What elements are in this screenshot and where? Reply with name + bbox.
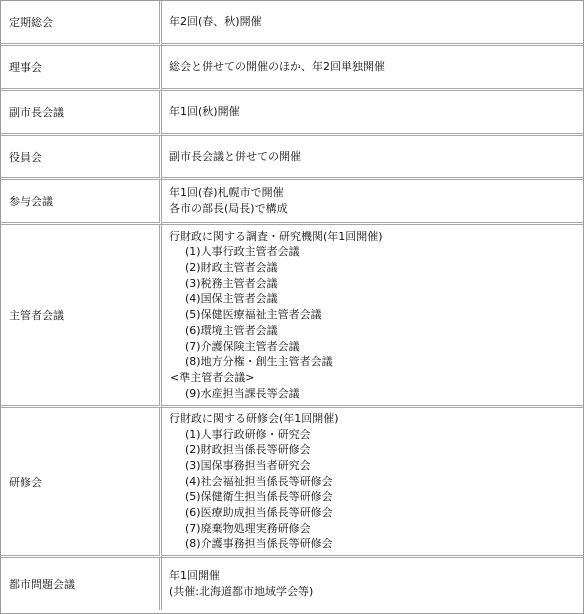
description-line: (8)介護事務担当係長等研修会 <box>185 537 333 551</box>
row-label: 副市長会議 <box>1 91 162 136</box>
description-line: (1)人事行政主管者会議 <box>185 245 300 259</box>
meeting-table <box>1 1 583 610</box>
row-label: 研修会 <box>1 408 162 558</box>
description-line: 行財政に関する調査・研究機関(年1回開催) <box>169 229 383 243</box>
table-row <box>1 408 583 558</box>
row-label: 都市問題会議 <box>1 558 162 610</box>
table-row <box>1 91 583 136</box>
description-line: (2)財政主管者会議 <box>185 261 278 275</box>
description-line: (5)保健衛生担当係長等研修会 <box>185 490 333 504</box>
row-description <box>162 1 583 46</box>
row-description <box>162 558 583 610</box>
description-line: (1)人事行政研修・研究会 <box>185 427 311 441</box>
description-line: <準主管者会議> <box>170 370 255 384</box>
row-description <box>162 136 583 180</box>
description-line: 年1回開催 <box>169 569 220 583</box>
description-line: (7)介護保険主管者会議 <box>185 339 300 353</box>
description-line: 副市長会議と併せての開催 <box>169 149 301 163</box>
description-line: (6)環境主管者会議 <box>185 323 278 337</box>
row-label: 主管者会議 <box>1 225 162 408</box>
description-line: (3)国保事務担当者研究会 <box>185 458 311 472</box>
description-line: 総会と併せての開催のほか、年2回単独開催 <box>169 60 385 74</box>
description-line: 行財政に関する研修会(年1回開催) <box>169 411 339 425</box>
table-row <box>1 180 583 225</box>
description-line: (7)廃棄物処理実務研修会 <box>185 521 311 535</box>
description-line: (5)保健医療福祉主管者会議 <box>185 308 322 322</box>
description-line: (3)税務主管者会議 <box>185 276 278 290</box>
description-line: (9)水産担当課長等会議 <box>185 386 300 400</box>
row-description <box>162 180 583 225</box>
row-description <box>162 46 583 91</box>
row-description <box>162 225 583 408</box>
table-row <box>1 46 583 91</box>
description-line: 各市の部長(局長)で構成 <box>169 202 288 215</box>
table-row <box>1 136 583 180</box>
description-line: 年2回(春、秋)開催 <box>169 15 262 29</box>
row-description <box>162 91 583 136</box>
row-description <box>162 408 583 558</box>
description-line: (8)地方分権・創生主管者会議 <box>185 355 333 369</box>
row-label: 理事会 <box>1 46 162 91</box>
description-line: 年1回(秋)開催 <box>169 105 240 119</box>
row-label: 参与会議 <box>1 180 162 225</box>
table-row <box>1 1 583 46</box>
table-row <box>1 225 583 408</box>
description-line: (4)国保主管者会議 <box>185 292 278 306</box>
description-line: (6)医療助成担当係長等研修会 <box>185 506 333 520</box>
table-row <box>1 558 583 610</box>
row-label: 役員会 <box>1 136 162 180</box>
description-line: 年1回(春)札幌市で開催 <box>169 186 284 200</box>
description-line: (共催:北海道都市地域学会等) <box>169 585 314 598</box>
description-line: (2)財政担当係長等研修会 <box>185 443 311 457</box>
row-label: 定期総会 <box>1 1 162 46</box>
description-line: (4)社会福祉担当係長等研修会 <box>185 474 333 488</box>
